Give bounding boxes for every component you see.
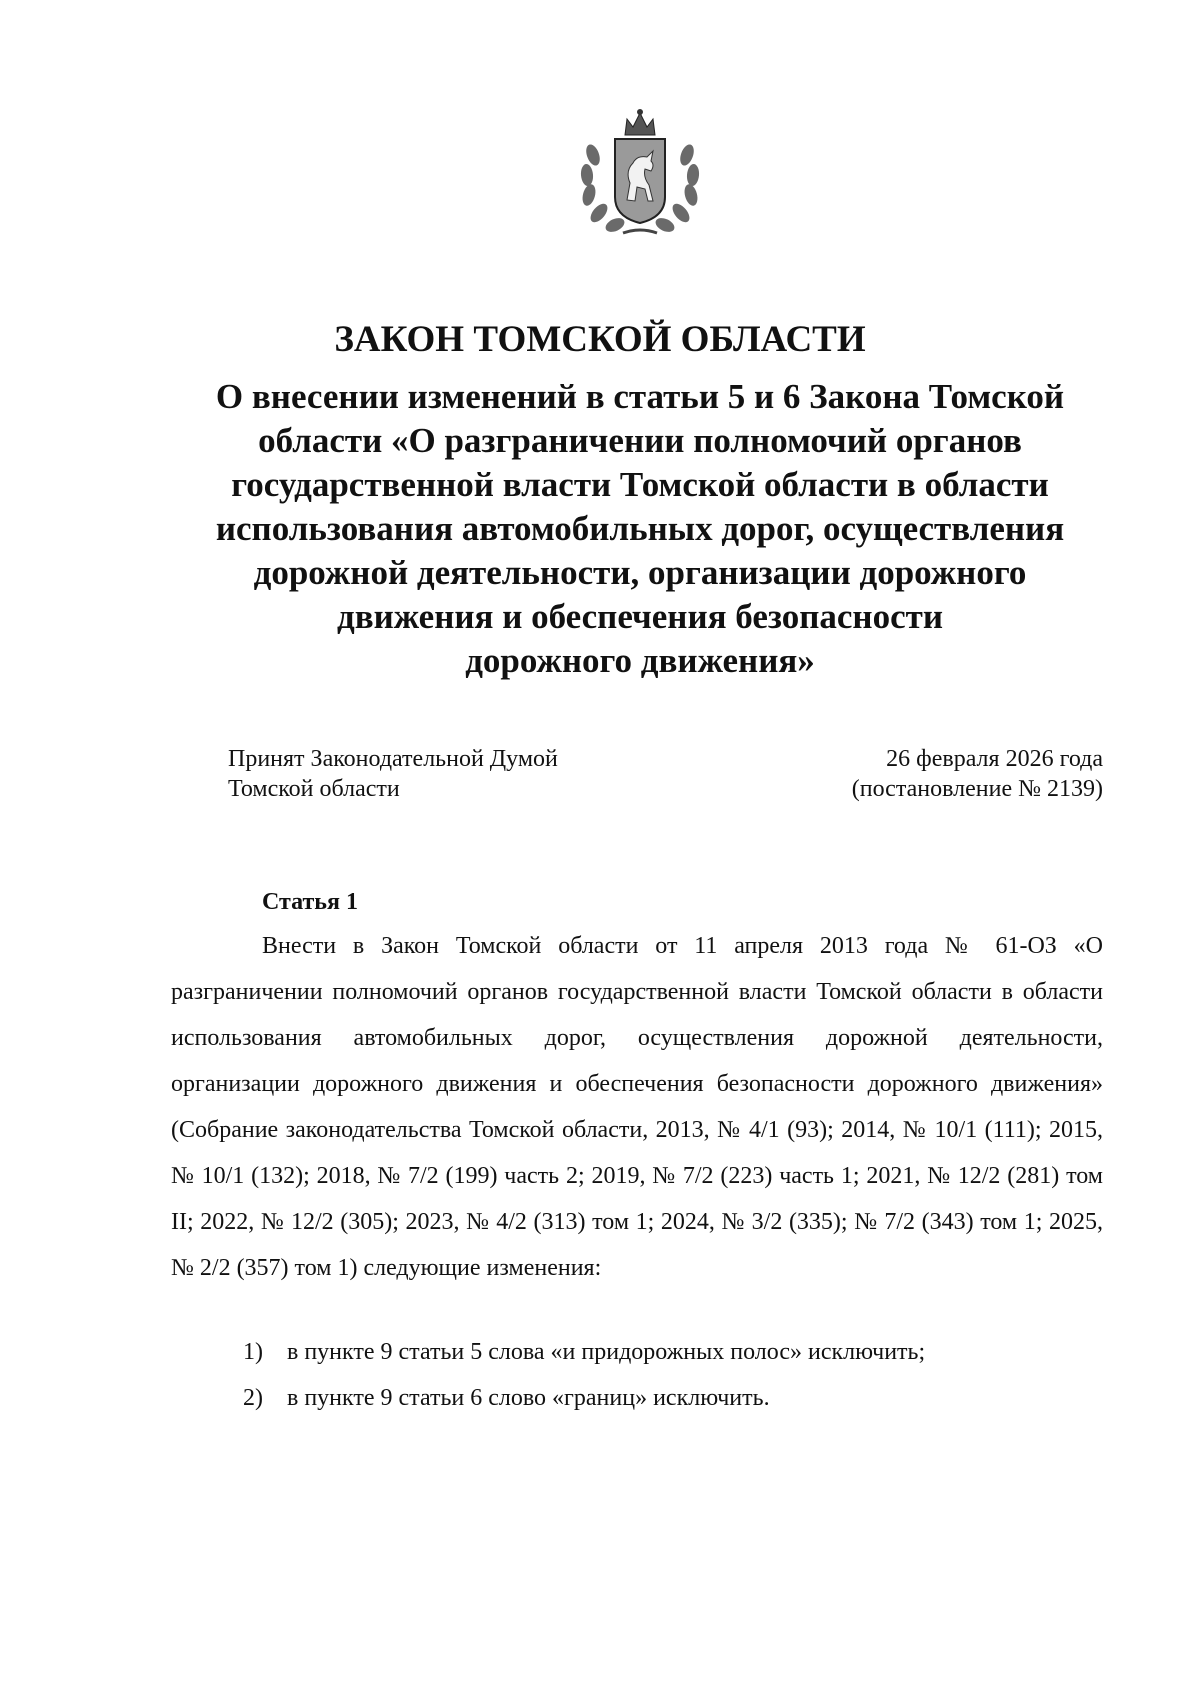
- amendment-item: [243, 1383, 770, 1413]
- law-subtitle: [160, 375, 1120, 683]
- law-title: ЗАКОН ТОМСКОЙ ОБЛАСТИ: [334, 319, 866, 360]
- subtitle-line: государственной власти Томской области в области: [231, 465, 1049, 504]
- subtitle-line: движения и обеспечения безопасности: [336, 597, 943, 636]
- item-number: 2): [243, 1385, 263, 1411]
- coat-of-arms-emblem: [575, 105, 705, 240]
- subtitle-line: дорожной деятельности, организации дорожного: [253, 553, 1027, 592]
- subtitle-line: дорожного движения»: [465, 641, 815, 680]
- subtitle-line: О внесении изменений в статьи 5 и 6 Закона Томской: [215, 377, 1065, 416]
- adopted-by-line: Томской области: [228, 776, 400, 802]
- item-number: 1): [243, 1339, 263, 1365]
- article-heading: Статья 1: [262, 889, 358, 915]
- adopted-by-line: Принят Законодательной Думой: [228, 746, 558, 772]
- adoption-date-line: 26 февраля 2026 года: [886, 746, 1103, 772]
- adoption-date: [852, 744, 1103, 804]
- adopted-by: [228, 744, 558, 804]
- item-text: в пункте 9 статьи 5 слова «и придорожных полос» исключить;: [287, 1339, 926, 1365]
- resolution-number: (постановление № 2139): [851, 776, 1103, 802]
- item-text: в пункте 9 статьи 6 слово «границ» исключить.: [287, 1385, 770, 1411]
- subtitle-line: использования автомобильных дорог, осуществления: [215, 509, 1065, 548]
- amendment-item: [243, 1337, 925, 1367]
- article-body: Внести в Закон Томской области от 11 апреля 2013 года № 61-ОЗ «О разграничении полномочий органов государственной власти Томской области в области использования автомобильных дорог, осуществления дорожной деятельности, организации дорожного движения и обеспечения безопасности дорожного движения» (Собрание законодательства Томской области, 2013, № 4/1 (93); 2014, № 10/1 (111); 2015, № 10/1 (132); 2018, № 7/2 (199) часть 2; 2019, № 7/2 (223) часть 1; 2021, № 12/2 (281) том II; 2022, № 12/2 (305); 2023, № 4/2 (313) том 1; 2024, № 3/2 (335); № 7/2 (343) том 1; 2025, № 2/2 (357) том 1) следующие изменения:: [171, 933, 1103, 1281]
- subtitle-line: области «О разграничении полномочий органов: [258, 421, 1022, 460]
